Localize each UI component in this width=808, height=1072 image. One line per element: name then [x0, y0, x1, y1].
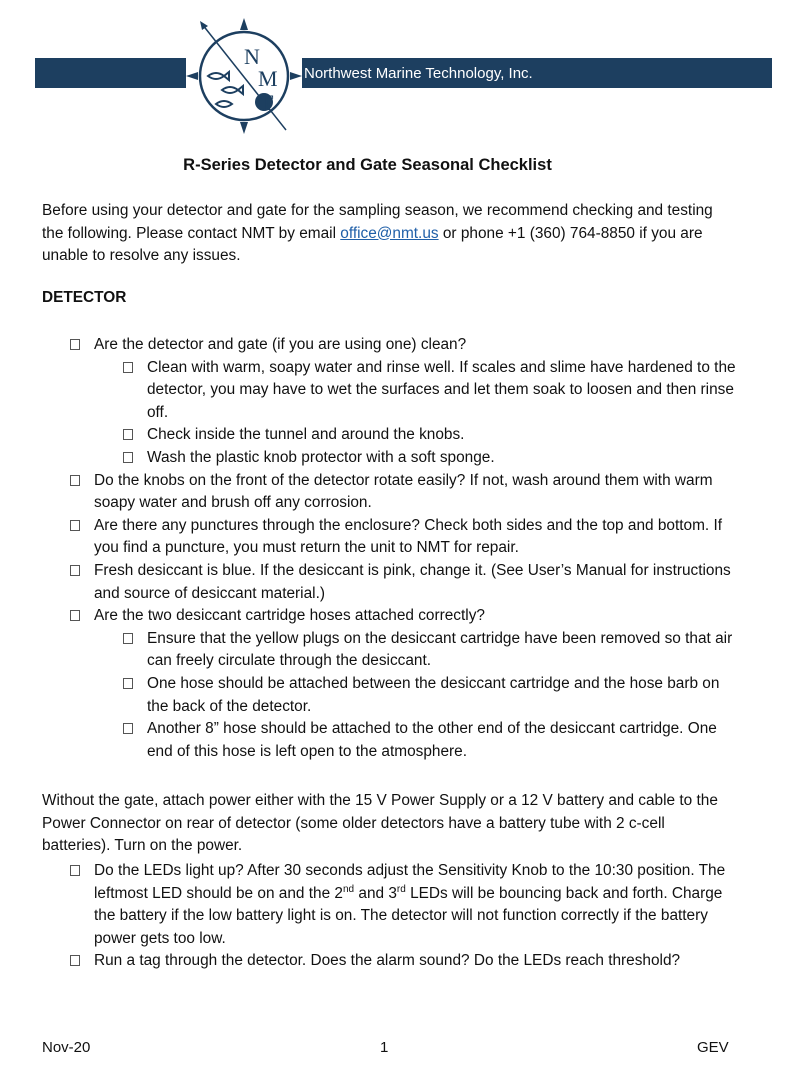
checkbox[interactable]	[70, 520, 80, 531]
checklist-item-text: One hose should be attached between the desiccant cartridge and the hose barb on the back of the detector.	[147, 674, 720, 715]
checklist-item-text: Are the detector and gate (if you are using one) clean?	[94, 336, 467, 353]
checklist-item	[42, 605, 742, 628]
led-text-part1: Do the LEDs light up? After 30 seconds adjust the Sensitivity Knob to the 10:30 position. The leftmost LED should be on and the 2	[94, 862, 726, 902]
led-check-text	[94, 862, 725, 947]
footer-date: Nov-20	[42, 1039, 91, 1056]
checklist-item-text: Clean with warm, soapy water and rinse well. If scales and slime have hardened to the detector, you may have to wet the surfaces and let them soak to loosen and then rinse off.	[147, 358, 736, 421]
page-title: R-Series Detector and Gate Seasonal Checklist	[183, 156, 552, 174]
checkbox[interactable]	[123, 723, 133, 734]
footer-initials: GEV	[697, 1039, 729, 1056]
checkbox[interactable]	[123, 678, 133, 689]
checklist-subitem	[42, 628, 742, 673]
checkbox[interactable]	[70, 475, 80, 486]
superscript-nd: nd	[342, 883, 355, 895]
checklist-subitem	[42, 357, 742, 425]
checklist-item	[42, 515, 742, 560]
logo-letter-n: N	[244, 44, 260, 69]
checklist-item-text: Are the two desiccant cartridge hoses attached correctly?	[94, 607, 485, 625]
company-name: Northwest Marine Technology, Inc.	[304, 65, 533, 82]
checklist-item-text: Another 8” hose should be attached to the other end of the desiccant cartridge. One end of this hose is left open to the atmosphere.	[147, 720, 717, 760]
checklist-item	[42, 860, 742, 950]
checklist-item-text: Fresh desiccant is blue. If the desiccant is pink, change it. (See User’s Manual for instructions and source of desiccant material.)	[94, 561, 731, 602]
checklist-subitem	[42, 424, 742, 447]
detector-heading: DETECTOR	[42, 289, 127, 306]
checklist-item	[42, 950, 742, 973]
logo-letter-m: M	[258, 66, 278, 91]
checklist-subitem	[42, 447, 742, 470]
checkbox[interactable]	[70, 565, 80, 576]
page-number: 1	[380, 1039, 389, 1056]
intro-paragraph	[42, 200, 732, 268]
checkbox[interactable]	[123, 452, 133, 463]
checkbox[interactable]	[70, 610, 80, 621]
intro-text-before: Before using your detector and gate for the sampling season, we recommend checking and testing the following. Please contact NMT by email	[42, 202, 713, 242]
checklist-item	[42, 334, 742, 357]
email-link[interactable]: office@nmt.us	[340, 224, 439, 242]
checklist-item	[42, 470, 742, 515]
checklist-subitem	[42, 718, 742, 763]
nmt-logo	[186, 18, 302, 134]
power-checklist	[42, 860, 742, 973]
checkbox[interactable]	[123, 429, 133, 440]
checklist-item-text: Check inside the tunnel and around the knobs.	[147, 426, 465, 444]
detector-checklist	[42, 334, 742, 763]
led-text-part3: LEDs will be bouncing back and forth. Charge the battery if the low battery light is on. The detector will not function correctly if the battery power gets too low.	[94, 884, 723, 947]
checklist-item-text: Do the knobs on the front of the detector rotate easily? If not, wash around them with warm soapy water and brush off any corrosion.	[94, 471, 713, 512]
superscript-rd: rd	[396, 883, 406, 895]
checklist-item-text: Are there any punctures through the enclosure? Check both sides and the top and bottom. If you find a puncture, you must return the unit to NMT for repair.	[94, 516, 722, 557]
checkbox[interactable]	[123, 633, 133, 644]
checklist-item-text: Ensure that the yellow plugs on the desiccant cartridge have been removed so that air can freely circulate through the desiccant.	[147, 629, 733, 670]
power-paragraph: Without the gate, attach power either with the 15 V Power Supply or a 12 V battery and cable to the Power Connector on rear of detector (some older detectors have a battery tube with 2 c-cell batteries). Turn on the power.	[42, 792, 718, 855]
led-text-part2: and 3	[354, 884, 397, 902]
intro-text-after: or phone +1 (360) 764-8850 if you are unable to resolve any issues.	[42, 224, 703, 265]
checklist-subitem	[42, 673, 742, 718]
logo-letter-t: T	[260, 90, 274, 115]
compass-logo-icon	[186, 18, 302, 134]
checklist-item-text: Run a tag through the detector. Does the alarm sound? Do the LEDs reach threshold?	[94, 952, 681, 970]
checkbox[interactable]	[70, 955, 80, 966]
checklist-item-text: Wash the plastic knob protector with a soft sponge.	[147, 448, 495, 466]
checkbox[interactable]	[70, 865, 80, 876]
checkbox[interactable]	[123, 362, 133, 373]
checklist-item	[42, 560, 742, 605]
checkbox[interactable]	[70, 339, 80, 350]
